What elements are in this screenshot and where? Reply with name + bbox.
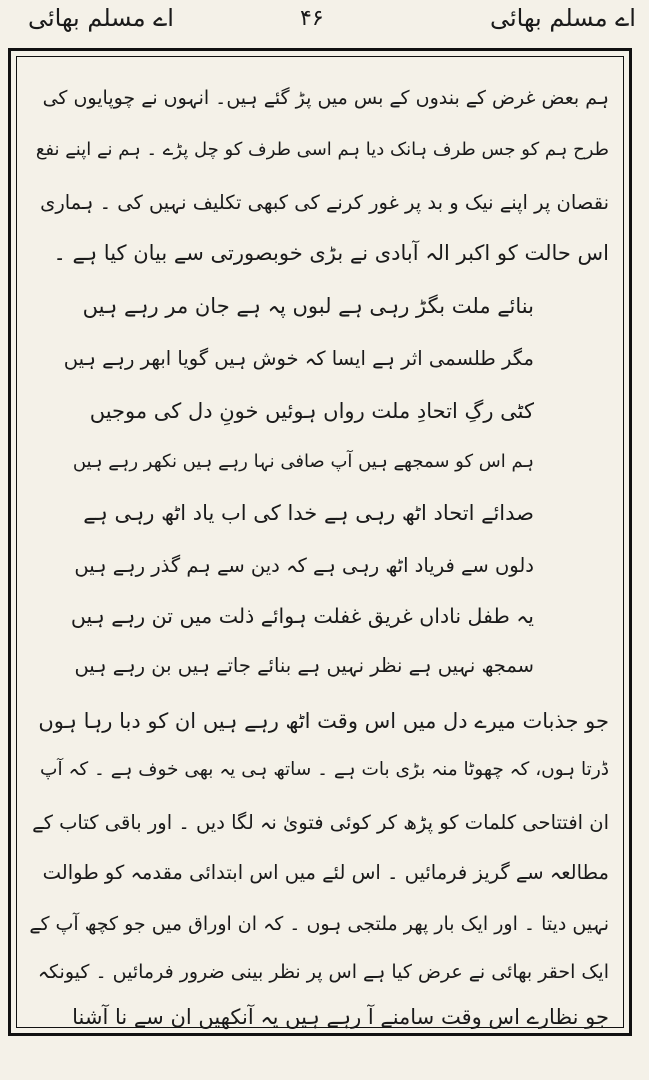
verse-line: سمجھ نہیں ہے نظر نہیں ہے بنائے جاتے ہیں بن رہے ہیں — [74, 654, 534, 677]
verse-line: بنائے ملت بگڑ رہی ہے لبوں پہ ہے جان مر رہے ہیں — [82, 294, 534, 318]
prose-line: ہم بعض غرض کے بندوں کے بس میں پڑ گئے ہیں۔ انہوں نے چوپایوں کی — [42, 87, 609, 109]
prose-line: جو جذبات میرے دل میں اس وقت اٹھ رہے ہیں ان کو دبا رہا ہوں — [38, 709, 609, 733]
page-border — [8, 48, 632, 1036]
prose-line: ان افتتاحی کلمات کو پڑھ کر کوئی فتویٰ نہ لگا دیں ۔ اور باقی کتاب کے — [32, 811, 609, 834]
prose-line: مطالعہ سے گریز فرمائیں ۔ اس لئے میں اس ابتدائی مقدمہ کو طوالت — [42, 861, 609, 884]
verse-line: مگر طلسمی اثر ہے ایسا کہ خوش ہیں گویا ابھر رہے ہیں — [63, 347, 534, 370]
running-title-left: اے مسلم بھائی — [28, 4, 174, 32]
verse-line: صدائے اتحاد اٹھ رہی ہے خدا کی اب یاد اٹھ رہی ہے — [83, 501, 534, 525]
page-header — [0, 0, 649, 44]
prose-line: ایک احقر بھائی نے عرض کیا ہے اس پر نظر بینی ضرور فرمائیں ۔ کیونکہ — [37, 961, 609, 983]
prose-line: اس حالت کو اکبر الہ آبادی نے بڑی خوبصورتی سے بیان کیا ہے ۔ — [53, 241, 609, 265]
prose-line: ڈرتا ہوں، کہ چھوٹا منہ بڑی بات ہے ۔ ساتھ ہی یہ بھی خوف ہے ۔ کہ آپ — [40, 759, 609, 780]
page-number: ۴۶ — [300, 6, 324, 31]
verse-line: دلوں سے فریاد اٹھ رہی ہے کہ دین سے ہم گذر رہے ہیں — [74, 554, 534, 577]
prose-line: نقصان پر اپنے نیک و بد پر غور کرنے کی کبھی تکلیف نہیں کی ۔ ہماری — [40, 191, 609, 214]
prose-line: نہیں دیتا ۔ اور ایک بار پھر ملتجی ہوں ۔ کہ ان اوراق میں جو کچھ آپ کے — [29, 913, 609, 935]
prose-line: جو نظارے اس وقت سامنے آ رہے ہیں یہ آنکھیں ان سے نا آشنا — [72, 1005, 609, 1029]
verse-line: کٹی رگِ اتحادِ ملت رواں ہوئیں خونِ دل کی موجیں — [89, 399, 534, 423]
verse-line: یہ طفل ناداں غریق غفلت ہوائے ذلت میں تن رہے ہیں — [70, 604, 534, 628]
verse-line: ہم اس کو سمجھے ہیں آپ صافی نہا رہے ہیں نکھر رہے ہیں — [72, 451, 534, 472]
prose-line: طرح ہم کو جس طرف ہانک دیا ہم اسی طرف کو چل پڑے ۔ ہم نے اپنے نفع — [35, 139, 609, 160]
running-title-right: اے مسلم بھائی — [490, 4, 636, 32]
